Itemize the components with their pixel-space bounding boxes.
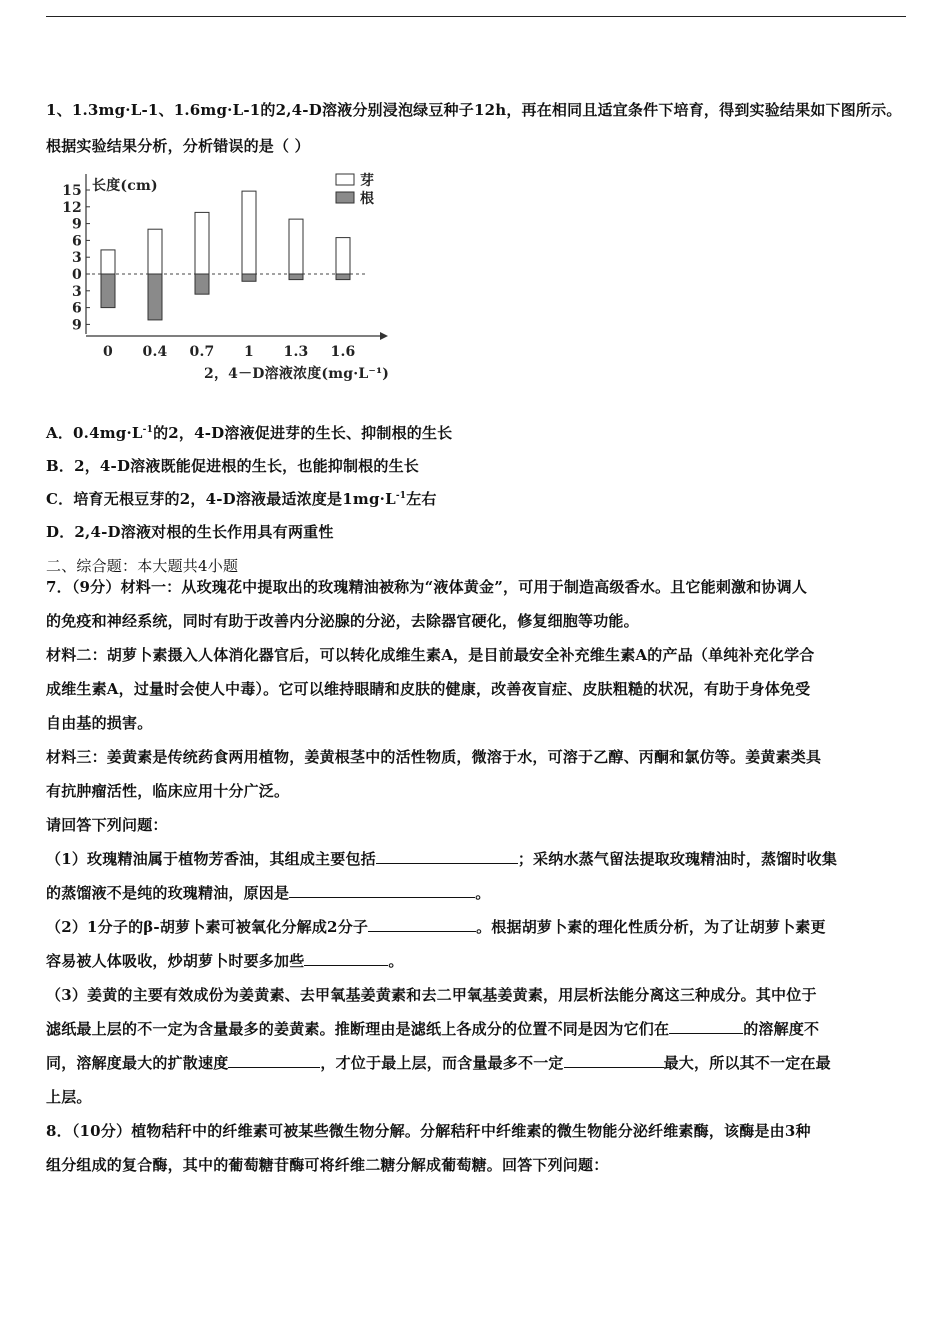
bar-sprout: [289, 219, 303, 274]
q7-line-2: 的免疫和神经系统，同时有助于改善内分泌腺的分泌，去除器官硬化，修复细胞等功能。: [46, 612, 639, 630]
bar-chart: [50, 168, 410, 388]
answer-blank[interactable]: [228, 1053, 320, 1068]
answer-blank[interactable]: [304, 951, 388, 966]
bar-root: [336, 274, 350, 280]
x-tick-label: 1.6: [330, 344, 356, 360]
top-rule: [46, 16, 906, 17]
y-tick-label: 12: [62, 199, 82, 216]
x-tick-label: 0: [103, 344, 113, 360]
q7-part-1-line-1: （1）玫瑰精油属于植物芳香油，其组成主要包括 ；采纳水蒸气留法提取玫瑰精油时，蒸馏时收集: [46, 850, 838, 868]
y-tick-label: 9: [72, 216, 82, 233]
question-6-line-2: 根据实验结果分析，分析错误的是（ ）: [46, 137, 310, 155]
bar-root: [148, 274, 162, 320]
bar-sprout: [242, 191, 256, 274]
question-8: [46, 1114, 911, 1182]
y-tick-label: 3: [72, 283, 82, 300]
answer-blank[interactable]: [564, 1053, 664, 1068]
q7-part-3-line-3: 同，溶解度最大的扩散速度 ，才位于最上层，而含量最多不一定 最大，所以其不一定在最: [46, 1054, 831, 1072]
option-a: A．$0.4mg\cdot L^{-1}$的2，4-D溶液促进芽的生长、抑制根的生长: [46, 424, 453, 442]
x-axis-arrow: [380, 332, 388, 340]
q7-line-3: 材料二：胡萝卜素摄入人体消化器官后，可以转化成维生素A，是目前最安全补充维生素A的产品（单纯补充化学合: [46, 646, 815, 664]
bar-sprout: [195, 212, 209, 274]
x-tick-label: 1.3: [283, 344, 309, 360]
bar-root: [195, 274, 209, 294]
y-tick-label: 15: [62, 183, 82, 199]
q7-part-2-line-2: 容易被人体吸收，炒胡萝卜时要多加些 。: [46, 952, 404, 970]
legend-swatch: [336, 192, 354, 203]
answer-blank[interactable]: [289, 883, 475, 898]
bar-sprout: [336, 238, 350, 274]
x-tick-label: 1: [244, 344, 254, 360]
y-tick-label: 6: [72, 233, 82, 250]
bar-root: [242, 274, 256, 281]
y-tick-label: 0: [72, 267, 82, 283]
option-c: C．培育无根豆芽的2，4-D溶液最适浓度是$1mg\cdot L^{-1}$左右: [46, 490, 437, 508]
y-tick-label: 6: [72, 300, 82, 317]
question-6-line-1: 1、1.3mg·L-1、1.6mg·L-1的2,4-D溶液分别浸泡绿豆种子12h，再在相同且适宜条件下培育，得到实验结果如下图所示。: [46, 101, 902, 119]
q7-line-5: 自由基的损害。: [46, 714, 153, 732]
x-tick-label: 0.4: [142, 344, 168, 360]
bar-sprout: [101, 250, 115, 274]
legend-label: 根: [360, 191, 375, 207]
legend-label: 芽: [360, 173, 375, 189]
y-tick-label: 3: [72, 250, 82, 267]
x-axis-label: 2，4－D溶液浓度(mg·L⁻¹): [204, 366, 390, 382]
q8-line-2: 组分组成的复合酶，其中的葡萄糖苷酶可将纤维二糖分解成葡萄糖。回答下列问题：: [46, 1156, 609, 1174]
q7-part-3-line-1: （3）姜黄的主要有效成份为姜黄素、去甲氧基姜黄素和去二甲氧基姜黄素，用层析法能分离这三种成分。其中位于: [46, 986, 817, 1004]
bar-root: [289, 274, 303, 280]
q7-line-6: 材料三：姜黄素是传统药食两用植物，姜黄根茎中的活性物质，微溶于水，可溶于乙醇、丙酮和氯仿等。姜黄素类具: [46, 748, 822, 766]
q7-line-1: 7．（9分）材料一：从玫瑰花中提取出的玫瑰精油被称为“液体黄金”，可用于制造高级香水。且它能刺激和协调人: [46, 578, 808, 596]
q7-part-3-line-4: 上层。: [46, 1088, 92, 1106]
bar-root: [101, 274, 115, 308]
option-b: B．2，4-D溶液既能促进根的生长，也能抑制根的生长: [46, 457, 419, 475]
x-tick-label: 0.7: [189, 344, 215, 360]
answer-blank[interactable]: [376, 849, 518, 864]
chart-svg: [50, 168, 410, 388]
section-2-title: 二、综合题：本大题共4小题: [46, 557, 239, 575]
q7-part-1-line-2: 的蒸馏液不是纯的玫瑰精油，原因是 。: [46, 884, 491, 902]
q7-part-3-line-2: 滤纸最上层的不一定为含量最多的姜黄素。推断理由是滤纸上各成分的位置不同是因为它们在 的溶解度不: [46, 1020, 820, 1038]
q7-line-4: 成维生素A，过量时会使人中毒）。它可以维持眼睛和皮肤的健康，改善夜盲症、皮肤粗糙的状况，有助于身体免受: [46, 680, 811, 698]
document-body: [46, 100, 911, 1182]
y-tick-label: 9: [72, 317, 82, 334]
y-axis-label: 长度(cm): [92, 178, 158, 194]
answer-blank[interactable]: [368, 917, 476, 932]
answer-blank[interactable]: [669, 1019, 743, 1034]
legend-swatch: [336, 174, 354, 185]
q7-line-8: 请回答下列问题：: [46, 816, 168, 834]
q7-part-2-line-1: （2）1分子的β-胡萝卜素可被氧化分解成2分子 。根据胡萝卜素的理化性质分析，为了让胡萝卜素更: [46, 918, 826, 936]
option-d: D．2,4-D溶液对根的生长作用具有两重性: [46, 523, 334, 541]
q7-line-7: 有抗肿瘤活性，临床应用十分广泛。: [46, 782, 290, 800]
question-7: [46, 570, 911, 1114]
q8-line-1: 8．（10分）植物秸秆中的纤维素可被某些微生物分解。分解秸秆中纤维素的微生物能分泌纤维素酶，该酶是由3种: [46, 1122, 811, 1140]
bar-sprout: [148, 229, 162, 274]
